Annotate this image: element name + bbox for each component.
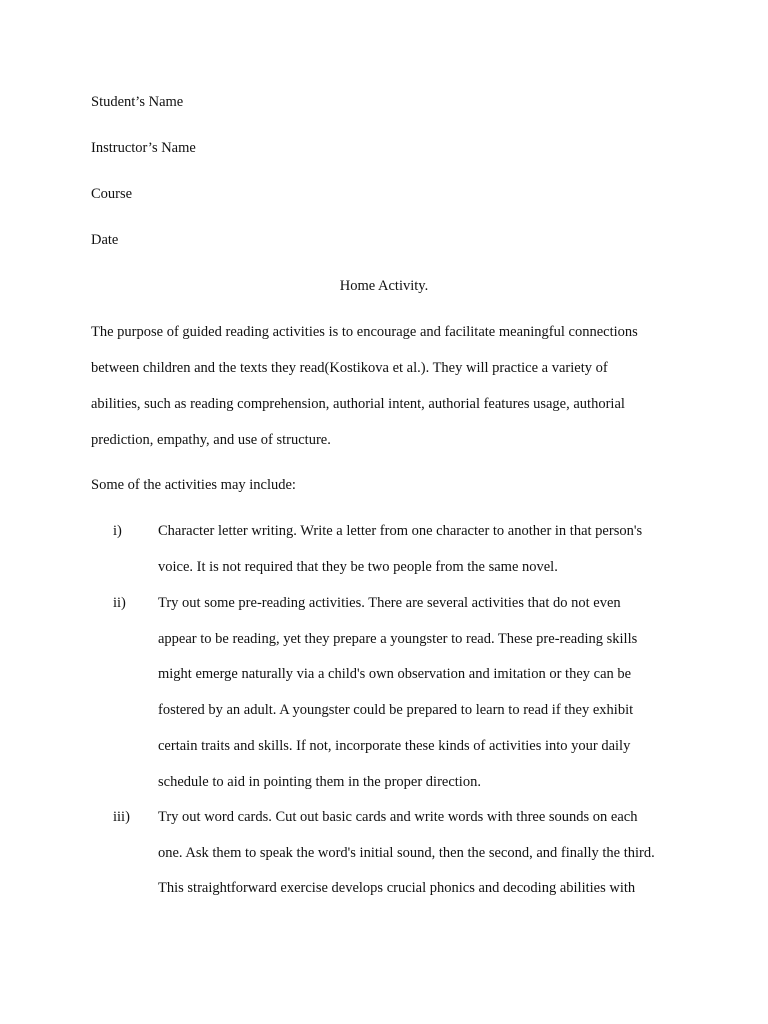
list-item-line: one. Ask them to speak the word's initial sound, then the second, and finally the third. xyxy=(158,844,655,861)
list-item-text xyxy=(158,800,688,907)
list-item-line: schedule to aid in pointing them in the proper direction. xyxy=(158,773,481,790)
intro-line: abilities, such as reading comprehension, authorial intent, authorial features usage, authorial xyxy=(91,396,625,412)
list-intro: Some of the activities may include: xyxy=(91,477,296,493)
list-item-line: Character letter writing. Write a letter from one character to another in that person's xyxy=(158,523,643,539)
intro-line: between children and the texts they read(Kostikova et al.). They will practice a variety of xyxy=(91,360,608,376)
intro-line: The purpose of guided reading activities is to encourage and facilitate meaningful connections xyxy=(91,324,638,340)
student-name: Student’s Name xyxy=(91,94,184,110)
course-name: Course xyxy=(91,186,133,202)
list-item-number: ii) xyxy=(113,595,126,611)
date-line: Date xyxy=(91,232,119,248)
list-item-line: voice. It is not required that they be two people from the same novel. xyxy=(158,558,558,575)
instructor-name: Instructor’s Name xyxy=(91,140,196,156)
intro-line: prediction, empathy, and use of structure. xyxy=(91,432,331,448)
intro-paragraph xyxy=(91,314,691,458)
document-title: Home Activity. xyxy=(339,278,429,294)
list-item-text xyxy=(158,514,688,585)
list-item-line: fostered by an adult. A youngster could be prepared to learn to read if they exhibit xyxy=(158,702,634,719)
list-item-line: Try out some pre-reading activities. There are several activities that do not even xyxy=(158,595,621,611)
list-item-line: appear to be reading, yet they prepare a youngster to read. These pre-reading skills xyxy=(158,630,638,647)
list-item-line: might emerge naturally via a child's own observation and imitation or they can be xyxy=(158,666,632,683)
list-item-number: iii) xyxy=(113,809,130,825)
list-item-line: Try out word cards. Cut out basic cards and write words with three sounds on each xyxy=(158,809,638,825)
list-item-line: This straightforward exercise develops crucial phonics and decoding abilities with xyxy=(158,880,636,897)
list-item-number: i) xyxy=(113,523,122,539)
list-item-line: certain traits and skills. If not, incorporate these kinds of activities into your daily xyxy=(158,737,631,754)
list-item-text xyxy=(158,586,688,800)
